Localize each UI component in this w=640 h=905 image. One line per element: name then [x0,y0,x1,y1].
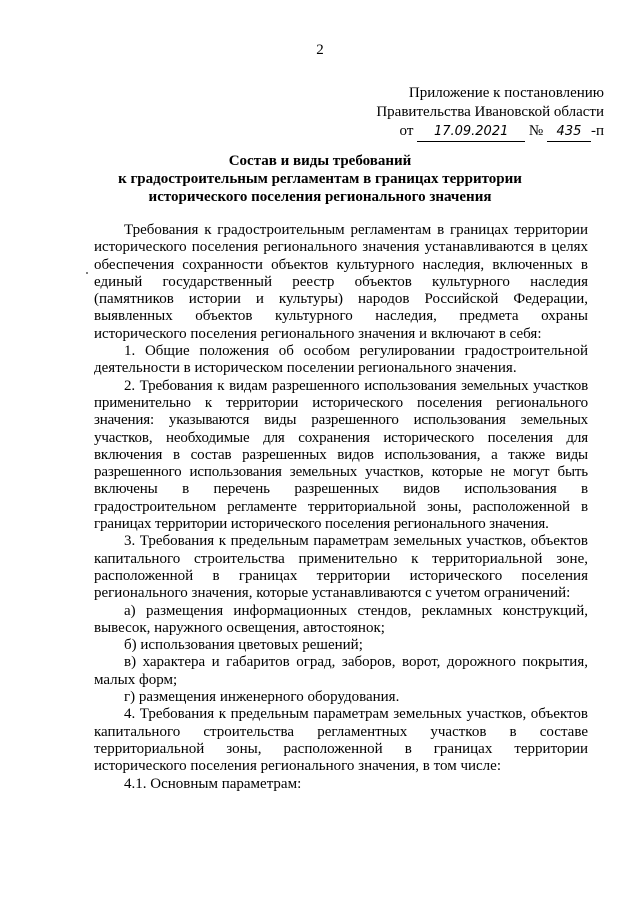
handwritten-number: 435 [547,122,591,142]
appendix-date-line [376,122,604,142]
paragraph-item-3b: б) использования цветовых решений; [124,637,363,654]
appendix-line-2: Правительства Ивановской области [376,104,604,120]
paragraph-item-3c: в) характера и габаритов оград, заборов, ворот, дорожного покрытия, малых форм; [94,654,588,688]
paragraph-item-2: 2. Требования к видам разрешенного использования земельных участков применительно к территории исторического поселения регионального значения: указываются виды разрешенного использования земельных участков, необходимые для сохранения исторического поселения для включения в состав разрешенных видов использования, а также виды разрешенного использования земельных участков, которые не могут быть включены в перечень разрешенных видов использования в градостроительном регламенте территориальной зоны, расположенной в границах территории исторического поселения регионального значения. [94,377,588,533]
handwritten-date: 17.09.2021 [417,122,525,142]
date-prefix: от [399,123,414,139]
paragraph-item-3d: г) размещения инженерного оборудования. [124,689,400,706]
title-line-2: к градостроительным регламентам в границах территории [118,171,522,187]
appendix-block [376,84,604,142]
paragraph-item-3: 3. Требования к предельным параметрам земельных участков, объектов капитального строительства применительно к территориальной зоне, расположенной в границах территории исторического поселения регионального значения, которые устанавливаются с учетом ограничений: [94,533,588,602]
number-suffix: -п [590,123,604,139]
page-number: 2 [316,42,324,58]
scan-speck [86,272,88,274]
document-title [0,152,640,206]
title-line-1: Состав и виды требований [228,153,412,169]
paragraph-item-4-1: 4.1. Основным параметрам: [124,775,302,792]
title-line-3: исторического поселения регионального значения [148,189,492,205]
paragraph-item-1: 1. Общие положения об особом регулировании градостроительной деятельности в историческом поселении регионального значения. [94,343,588,377]
appendix-line-1: Приложение к постановлению [408,85,604,101]
number-prefix: № [528,123,544,139]
paragraph-intro: Требования к градостроительным регламентам в границах территории исторического поселения регионального значения устанавливаются в целях обеспечения сохранности объектов культурного наследия, включенных в единый государственный реестр объектов культурного наследия (памятников истории и культуры) народов Российской Федерации, выявленных объектов культурного наследия, предмета охраны исторического поселения регионального значения и включают в себя: [94,222,588,342]
paragraph-item-3a: а) размещения информационных стендов, рекламных конструкций, вывесок, наружного освещения, автостоянок; [94,602,588,636]
paragraph-item-4: 4. Требования к предельным параметрам земельных участков, объектов капитального строительства регламентных участков в составе территориальной зоны, расположенной в границах территории исторического поселения регионального значения, в том числе: [94,706,588,775]
document-body [94,222,588,793]
